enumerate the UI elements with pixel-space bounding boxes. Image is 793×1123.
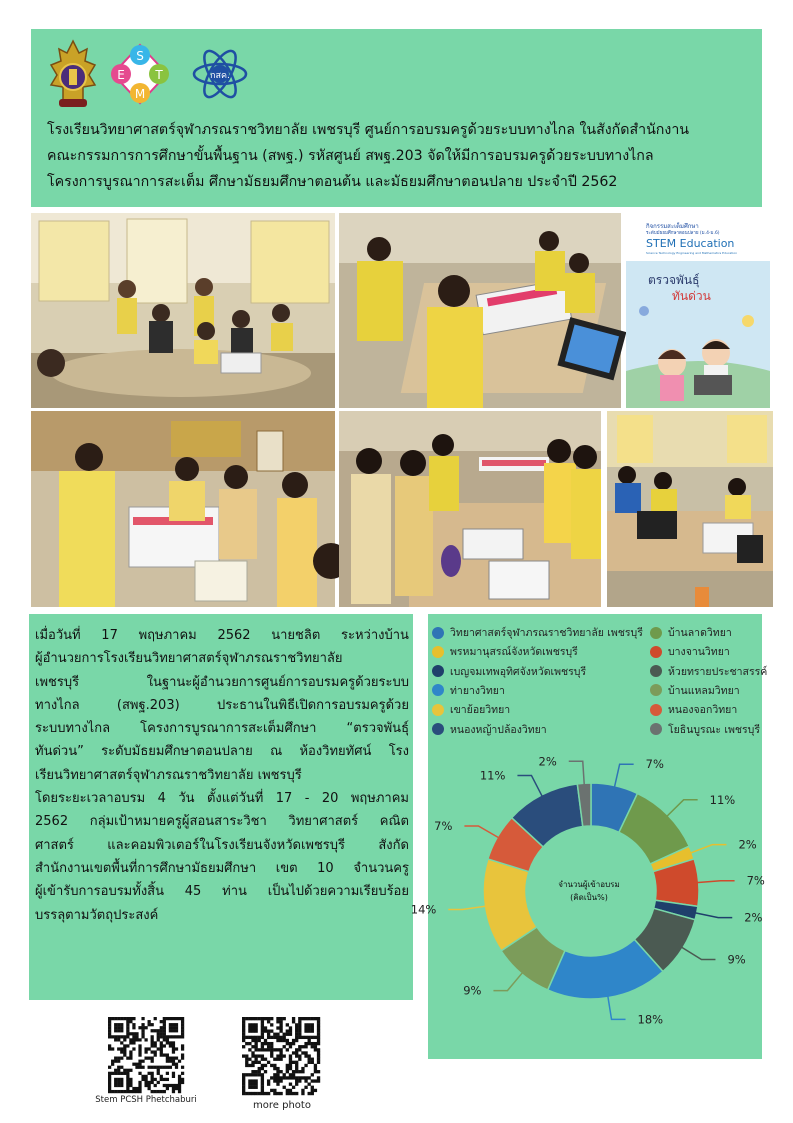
title-line: โรงเรียนวิทยาศาสตร์จุฬาภรณราชวิทยาลัย เพชรบุรี ศูนย์การอบรมครูด้วยระบบทางไกล ในสังกัดสำนักงาน [47,122,689,138]
legend-label: เขาย้อยวิทยา [450,704,511,717]
poster-brand: STEM Education [646,237,735,250]
stem-education-poster [626,213,770,408]
slice-percent-label: 7% [645,757,664,772]
slice-percent-label: 9% [463,983,482,998]
legend-label: หนองหญ้าปล้องวิทยา [450,723,547,736]
article-word: 17 [101,628,118,643]
article-word: โดยระยะเวลาอบรม [35,791,146,807]
slice-percent-label: 9% [727,952,746,967]
slice-percent-label: 7% [746,873,765,888]
photo-classroom-laptops [607,411,773,607]
article-word: 45 [184,884,202,900]
stem-letter-m: M [134,87,146,101]
article-word: 20 [321,791,339,807]
article-word: ตั้งแต่วันที่ [206,791,264,807]
article-word: ระหว่างบ้าน [341,628,409,643]
article-line [35,694,409,717]
article-word: ทางไกล [35,697,80,713]
article-line [35,647,409,670]
page-title [47,117,759,195]
slice-leader-line [697,881,735,883]
poster-headline-1: ตรวจพันธุ์ [648,273,700,287]
slice-leader-line [681,947,715,960]
slice-percent-label: 18% [637,1012,664,1027]
article-word: 2562 [35,814,69,830]
slice-leader-line [695,913,732,918]
qr-caption-right: more photo [253,1100,311,1111]
article-word: ศาสตร์ [35,837,74,853]
slice-leader-line [667,800,698,817]
poster-tagline: Science Technology Engineering and Mathematics Education [646,251,738,255]
article-line [35,717,409,740]
legend-label: วิทยาศาสตร์จุฬาภรณราชวิทยาลัย เพชรบุรี [450,627,643,639]
donut-chart [410,614,765,1059]
legend-label: ห้วยทรายประชาสรรค์ [668,665,768,678]
article-line [35,834,409,857]
article-word: 10 [317,860,334,876]
photo-teachers-standing [339,411,601,607]
article-line [35,880,409,903]
photo-group-whiteboard [31,411,335,607]
title-line: คณะกรรมการการศึกษาขั้นพื้นฐาน (สพฐ.) รหัสศูนย์ สพฐ.203 จัดให้มีการอบรมครูด้วยระบบทางไกล [47,148,654,164]
article-word: พฤษภาคม [138,628,197,643]
slice-percent-label: 2% [538,754,557,769]
article-line [35,904,409,927]
legend-label: บ้านลาดวิทยา [668,627,732,639]
article-word: จำนวนครู [353,860,409,876]
slice-leader-line [690,845,726,854]
stem-letter-s: S [136,49,144,63]
article-word: ผู้อำนวยการโรงเรียนวิทยาศาสตร์จุฬาภรณราชวิทยาลัย [35,651,343,667]
article-line [35,857,409,880]
slice-leader-line [608,996,626,1020]
article-word: ท่าน [222,884,247,900]
article-paragraph [35,624,409,927]
article-word: - [304,791,310,807]
ipst-logo [191,43,249,105]
article-word: วิทยาศาสตร์ [288,814,359,830]
qr-caption-left: Stem PCSH Phetchaburi [95,1095,197,1105]
slice-percent-label: 7% [434,819,453,833]
poster-headline-2: ทันด่วน [672,289,711,303]
header-banner [31,29,762,207]
legend-label: ท่ายางวิทยา [450,684,505,697]
legend-label: บ้านแหลมวิทยา [668,684,740,697]
article-word: และคอมพิวเตอร์ในโรงเรียนจังหวัดเพชรบุรี [107,837,346,853]
article-line [35,671,409,694]
article-word: ณ [270,744,283,760]
qr-code-more-photo[interactable] [242,1017,320,1095]
slice-leader-line [493,972,522,990]
article-word: 2562 [217,628,251,643]
slice-percent-label: 11% [709,792,736,807]
slice-leader-line [569,761,585,785]
article-word: 17 [275,791,293,807]
article-word: ทันด่วน” [35,744,84,760]
stem-letter-t: T [155,68,163,82]
article-word: วัน [178,791,195,807]
article-word: เพชรบุรี [35,674,80,690]
article-word: ผู้เข้ารับการอบรมทั้งสิ้น [35,884,164,900]
article-word: เขต [275,860,298,876]
article-word: โรง [388,744,409,760]
article-line [35,740,409,763]
article-word: สำนักงานเขตพื้นที่การศึกษามัธยมศึกษา [35,860,257,876]
photo-training-room [31,213,335,408]
slice-percent-label: 2% [744,910,763,925]
article-line [35,810,409,833]
slice-leader-line [517,775,542,796]
article-word: ห้องวิทยทัศน์ [299,744,372,760]
poster-line1: กิจกรรมสะเต็มศึกษา [646,223,699,230]
article-word: โครงการบูรณาการสะเต็มศึกษา [140,721,317,737]
slice-leader-line [448,906,486,909]
slice-percent-label: 2% [738,837,757,852]
donut-center-label: จำนวนผู้เข้าอบรม [558,880,620,889]
article-word: กลุ่มเป้าหมายครูผู้สอนสาระวิชา [89,814,267,830]
title-line: โครงการบูรณาการสะเต็ม ศึกษามัธยมศึกษาตอนต้น และมัธยมศึกษาตอนปลาย ประจำปี 2562 [47,174,618,190]
school-emblem-logo [49,39,97,109]
slice-percent-label: 11% [479,768,506,783]
article-word: พฤษภาคม [350,791,409,807]
article-word: เรียนวิทยาศาสตร์จุฬาภรณราชวิทยาลัย เพชรบุรี [35,767,302,783]
slice-leader-line [614,764,633,787]
legend-label: เบญจมเทพอุทิศจังหวัดเพชรบุรี [450,665,587,678]
slice-leader-line [464,826,499,838]
article-word: เป็นไปด้วยความเรียบร้อย [267,884,409,900]
article-word: คณิต [379,814,409,830]
article-line [35,787,409,810]
article-word: เมื่อวันที่ [35,628,81,643]
stem-logo [107,41,173,107]
ipst-logo-text: กสค. [210,71,230,81]
article-word: สังกัด [378,837,409,853]
article-word: 4 [157,791,166,807]
photo-teachers-laptops [339,213,621,408]
article-word: ระดับมัธยมศึกษาตอนปลาย [101,744,253,760]
article-word: บรรลุตามวัตถุประสงค์ [35,907,159,923]
article-word: “ตรวจพันธุ์ [346,721,409,737]
legend-label: โยธินบูรณะ เพชรบุรี [668,723,760,736]
article-word: นายชลิต [271,628,321,643]
article-word: (สพฐ.203) [116,697,180,713]
article-word: ในฐานะผู้อำนวยการศูนย์การอบรมครูด้วยระบบ [146,674,409,690]
article-word: ระบบทางไกล [35,721,111,737]
qr-code-facebook[interactable] [108,1017,184,1093]
article-line [35,624,409,647]
poster-line2: ระดับมัธยมศึกษาตอนปลาย (ม.4-ม.6) [646,231,720,236]
donut-center-label: (คิดเป็น%) [570,893,608,902]
legend-label: บางจานวิทยา [668,646,730,659]
chart-box [410,614,768,1059]
legend-label: หนองจอกวิทยา [668,704,738,717]
article-box [29,614,413,1000]
legend-label: พรหมานุสรณ์จังหวัดเพชรบุรี [450,646,578,659]
slice-percent-label: 14% [410,902,437,917]
stem-letter-e: E [117,68,125,82]
article-word: ประธานในพิธีเปิดการอบรมครูด้วย [216,697,409,713]
article-line [35,764,409,787]
